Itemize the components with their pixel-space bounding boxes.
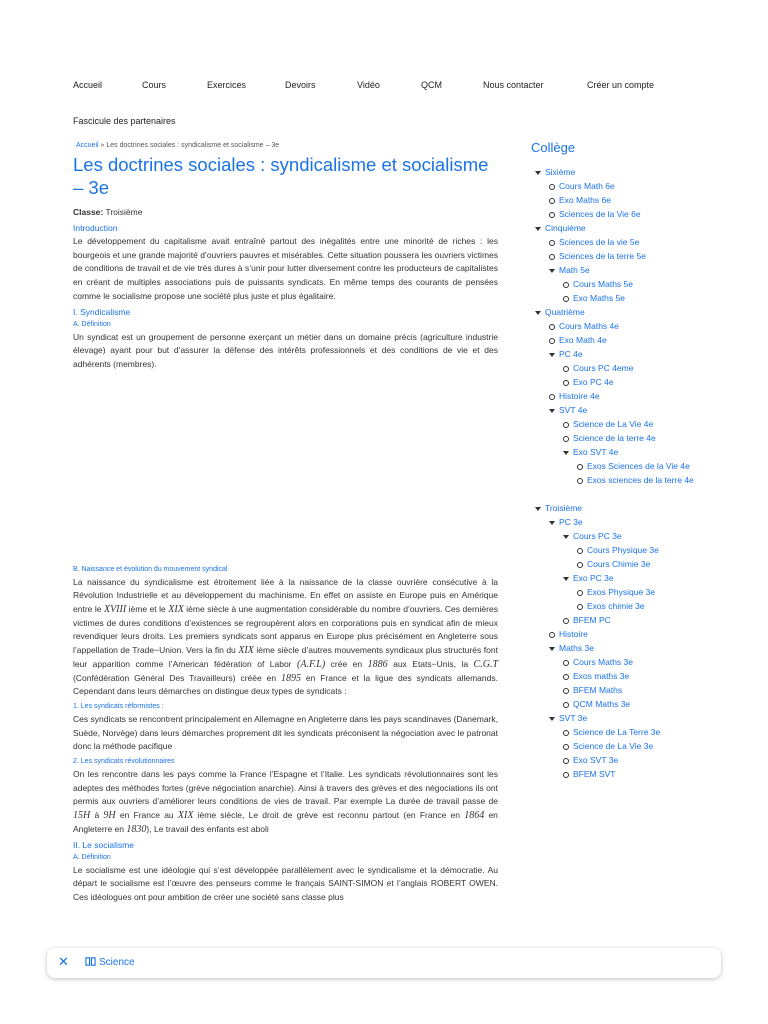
sidebar-item[interactable] bbox=[531, 711, 731, 725]
caret-down-icon[interactable] bbox=[535, 171, 541, 175]
sidebar-item[interactable] bbox=[531, 431, 731, 445]
sidebar-item-label[interactable]: Troisième bbox=[545, 503, 582, 513]
sidebar-item[interactable] bbox=[531, 193, 731, 207]
caret-down-icon[interactable] bbox=[549, 717, 555, 721]
sidebar-item-label[interactable]: Cours Maths 5e bbox=[573, 279, 633, 289]
sidebar bbox=[531, 140, 731, 781]
sidebar-item-label[interactable]: Exos Physique 3e bbox=[587, 587, 656, 597]
breadcrumb bbox=[76, 142, 498, 149]
nav-signup[interactable]: Créer un compte bbox=[587, 80, 655, 90]
page-title: Les doctrines sociales : syndicalisme et socialisme – 3e bbox=[73, 154, 489, 198]
bullet-icon bbox=[549, 184, 555, 190]
sidebar-item-label[interactable]: Exo Math 4e bbox=[559, 335, 607, 345]
nav-exercices[interactable]: Exercices bbox=[207, 80, 247, 90]
caret-down-icon[interactable] bbox=[563, 451, 569, 455]
bullet-icon bbox=[563, 366, 569, 372]
sidebar-item[interactable] bbox=[531, 249, 731, 263]
bullet-icon bbox=[563, 618, 569, 624]
syndicalisme-heading: I. Syndicalisme bbox=[73, 306, 131, 317]
sidebar-title: Collège bbox=[531, 140, 576, 155]
sidebar-item-label[interactable]: PC 4e bbox=[559, 349, 583, 359]
nav-accueil[interactable]: Accueil bbox=[73, 80, 103, 90]
nav-qcm[interactable]: QCM bbox=[421, 80, 442, 90]
bullet-icon bbox=[549, 254, 555, 260]
sidebar-item-label[interactable]: Science de La Terre 3e bbox=[573, 727, 661, 737]
sidebar-item[interactable] bbox=[531, 179, 731, 193]
nav-partners[interactable]: Fascicule des partenaires bbox=[73, 116, 176, 126]
sidebar-item[interactable] bbox=[531, 641, 731, 655]
sidebar-item[interactable] bbox=[531, 221, 731, 235]
nav-contact[interactable]: Nous contacter bbox=[483, 80, 544, 90]
sidebar-item-label[interactable]: Science de la terre 4e bbox=[573, 433, 656, 443]
sidebar-item[interactable] bbox=[531, 515, 731, 529]
sidebar-item-label[interactable]: Science de La Vie 3e bbox=[573, 741, 654, 751]
sidebar-item-label[interactable]: PC 3e bbox=[559, 517, 583, 527]
bullet-icon bbox=[563, 730, 569, 736]
sidebar-item-label[interactable]: Exo Maths 6e bbox=[559, 195, 611, 205]
sidebar-item[interactable] bbox=[531, 529, 731, 543]
bullet-icon bbox=[563, 772, 569, 778]
bullet-icon bbox=[563, 758, 569, 764]
sidebar-item-label[interactable]: BFEM Maths bbox=[573, 685, 623, 695]
nav-cours[interactable]: Cours bbox=[142, 80, 167, 90]
sidebar-item[interactable] bbox=[531, 207, 731, 221]
sidebar-item-label[interactable]: Exos sciences de la terre 4e bbox=[587, 475, 694, 485]
caret-down-icon[interactable] bbox=[549, 269, 555, 273]
sidebar-item[interactable] bbox=[531, 459, 731, 473]
bullet-icon bbox=[549, 338, 555, 344]
sidebar-item[interactable] bbox=[531, 375, 731, 389]
sidebar-item-label[interactable]: Sciences de la Vie 6e bbox=[559, 209, 641, 219]
bullet-icon bbox=[563, 380, 569, 386]
bullet-icon bbox=[563, 422, 569, 428]
bullet-icon bbox=[563, 660, 569, 666]
revolutionnaires-text: On les rencontre dans les pays comme la France l’Espagne et l’Italie. Les syndicats révolutionnaires sont les adeptes des méthodes fortes (grève négociation anarchie). Ainsi à travers des grèves et des négociations ils ont permis aux ouvriers d’améliorer leurs conditions de vies de travail. Par exemple La durée de travail passe de 15H à 9H en France au XIX ième siècle, Le droit de grève est reconnu partout (en France en 1864 en Angleterre en 1830), Le travail des enfants est aboli bbox=[73, 769, 498, 835]
sidebar-item-label[interactable]: Cours PC 4eme bbox=[573, 363, 634, 373]
sidebar-item-label[interactable]: BFEM SVT bbox=[573, 769, 616, 779]
bullet-icon bbox=[563, 296, 569, 302]
sidebar-item-label[interactable]: QCM Maths 3e bbox=[573, 699, 631, 709]
bullet-icon bbox=[577, 478, 583, 484]
nav-video[interactable]: Vidéo bbox=[357, 80, 380, 90]
revolutionnaires-heading: 2. Les syndicats révolutionnaires bbox=[73, 758, 175, 766]
sidebar-item[interactable] bbox=[531, 165, 731, 179]
sidebar-item[interactable] bbox=[531, 739, 731, 753]
caret-down-icon[interactable] bbox=[563, 535, 569, 539]
top-nav bbox=[0, 80, 768, 96]
sidebar-item[interactable] bbox=[531, 613, 731, 627]
sidebar-item[interactable] bbox=[531, 571, 731, 585]
caret-down-icon[interactable] bbox=[549, 521, 555, 525]
science-chip[interactable]: Science bbox=[85, 956, 135, 968]
caret-down-icon[interactable] bbox=[535, 227, 541, 231]
sidebar-item[interactable] bbox=[531, 697, 731, 711]
sidebar-item-label[interactable]: Cours Maths 3e bbox=[573, 657, 633, 667]
bullet-icon bbox=[563, 688, 569, 694]
sidebar-item[interactable] bbox=[531, 557, 731, 571]
intro-heading: Introduction bbox=[73, 223, 118, 233]
sidebar-item-label[interactable]: Cours Maths 4e bbox=[559, 321, 619, 331]
caret-down-icon[interactable] bbox=[549, 647, 555, 651]
sidebar-item[interactable] bbox=[531, 445, 731, 459]
sidebar-item-label[interactable]: Cinquième bbox=[545, 223, 586, 233]
sidebar-item-label[interactable]: Cours Math 6e bbox=[559, 181, 615, 191]
sidebar-item-label[interactable]: Exos chimie 3e bbox=[587, 601, 645, 611]
sidebar-item-label[interactable]: Science de La Vie 4e bbox=[573, 419, 654, 429]
sidebar-item[interactable] bbox=[531, 501, 731, 515]
definition-text: Un syndicat est un groupement de personne exerçant un métier dans un domaine précis (agriculture industrie élevage) ayant pour but d’assurer la défense des intérêts professionnels et des conditions de vie et des adhérents (membres). bbox=[73, 331, 498, 369]
sidebar-item[interactable] bbox=[531, 333, 731, 347]
sidebar-item-label[interactable]: Exo SVT 4e bbox=[573, 447, 619, 457]
definition-heading: A. Définition bbox=[73, 320, 111, 328]
sidebar-item[interactable] bbox=[531, 753, 731, 767]
sidebar-item-label[interactable]: Exos Sciences de la Vie 4e bbox=[587, 461, 690, 471]
sidebar-item[interactable] bbox=[531, 417, 731, 431]
sidebar-item[interactable] bbox=[531, 347, 731, 361]
caret-down-icon[interactable] bbox=[563, 577, 569, 581]
class-info bbox=[73, 207, 498, 217]
sidebar-item[interactable] bbox=[531, 599, 731, 613]
intro-text: Le développement du capitalisme avait entraîné partout des inégalités entre une minorité de riches : les bourgeois et une grande majorité d’ouvriers pauvres et misérables. Cette situation poussera les ouvriers victimes de conditions de travail et de vie très dures à s’unir pour lutter diversement contre les producteurs de capitalistes en créant de multiples associations puis de puissants syndicats. En même temps des courants de pensées comme le socialisme propose une société plus juste et plus égalitaire. bbox=[73, 236, 498, 301]
sidebar-item-label[interactable]: Cours PC 3e bbox=[573, 531, 622, 541]
sidebar-item-label[interactable]: Histoire 4e bbox=[559, 391, 600, 401]
sidebar-item-label[interactable]: Maths 3e bbox=[559, 643, 594, 653]
sidebar-item[interactable] bbox=[531, 319, 731, 333]
reformistes-text: Ces syndicats se rencontrent principalement en Allemagne en Angleterre dans les pays scandinaves (Danemark, Suède, Norvège) dans leurs démarches proprement dit les syndicats préconisent la négociation avec le patronat donc la méthode pacifique bbox=[73, 713, 498, 752]
bottom-bar bbox=[47, 948, 721, 978]
bullet-icon bbox=[549, 212, 555, 218]
sidebar-item[interactable] bbox=[531, 403, 731, 417]
naissance-heading: B. Naissance et évolution du mouvement syndical bbox=[73, 565, 228, 573]
sidebar-item-label[interactable]: Exo PC 3e bbox=[573, 573, 614, 583]
breadcrumb-home[interactable]: Accueil bbox=[76, 142, 99, 149]
breadcrumb-current: » Les doctrines sociales : syndicalisme et socialisme – 3e bbox=[100, 142, 280, 149]
bullet-icon bbox=[577, 562, 583, 568]
sidebar-item-label[interactable]: Exo SVT 3e bbox=[573, 755, 619, 765]
sidebar-item-label[interactable]: Exo Maths 5e bbox=[573, 293, 625, 303]
sidebar-item[interactable] bbox=[531, 627, 731, 641]
bullet-icon bbox=[563, 744, 569, 750]
sidebar-item-label[interactable]: BFEM PC bbox=[573, 615, 611, 625]
sidebar-item[interactable] bbox=[531, 291, 731, 305]
socialisme-definition-text: Le socialisme est une idéologie qui s’est développée parallèlement avec le syndicalisme et la démocratie. Au départ le socialisme est l’œuvre des penseurs comme le français SAINT-SIMON et l’anglais ROBERT OWEN. Ces idéologues ont pour ambition de créer une société sans classe plus bbox=[73, 864, 498, 902]
bullet-icon bbox=[577, 590, 583, 596]
bullet-icon bbox=[563, 436, 569, 442]
bullet-icon bbox=[549, 324, 555, 330]
sidebar-item-label[interactable]: Cours Chimie 3e bbox=[587, 559, 651, 569]
socialisme-heading: II. Le socialisme bbox=[73, 839, 134, 850]
close-icon[interactable]: ✕ bbox=[58, 954, 69, 969]
sidebar-item[interactable] bbox=[531, 361, 731, 375]
sidebar-item[interactable] bbox=[531, 683, 731, 697]
bullet-icon bbox=[549, 632, 555, 638]
article bbox=[73, 142, 498, 905]
class-value: Troisième bbox=[105, 207, 143, 217]
sidebar-item[interactable] bbox=[531, 263, 731, 277]
sidebar-item-label[interactable]: Histoire bbox=[559, 629, 588, 639]
bullet-icon bbox=[577, 604, 583, 610]
nav-devoirs[interactable]: Devoirs bbox=[285, 80, 316, 90]
bullet-icon bbox=[549, 240, 555, 246]
bullet-icon bbox=[549, 198, 555, 204]
socialisme-definition-heading: A. Définition bbox=[73, 853, 111, 861]
bullet-icon bbox=[563, 674, 569, 680]
sidebar-item[interactable] bbox=[531, 725, 731, 739]
bullet-icon bbox=[549, 394, 555, 400]
sidebar-item[interactable] bbox=[531, 655, 731, 669]
bullet-icon bbox=[577, 464, 583, 470]
ad-space bbox=[73, 372, 498, 562]
caret-down-icon[interactable] bbox=[549, 353, 555, 357]
sidebar-item[interactable] bbox=[531, 543, 731, 557]
sidebar-item[interactable] bbox=[531, 235, 731, 249]
sidebar-item-label[interactable]: Cours Physique 3e bbox=[587, 545, 659, 555]
class-label: Classe: bbox=[73, 207, 104, 217]
sidebar-item[interactable] bbox=[531, 585, 731, 599]
sidebar-item[interactable] bbox=[531, 473, 731, 501]
sidebar-item-label[interactable]: Exo PC 4e bbox=[573, 377, 614, 387]
sidebar-item-label[interactable]: SVT 4e bbox=[559, 405, 588, 415]
sidebar-item[interactable] bbox=[531, 389, 731, 403]
sidebar-item-label[interactable]: Sciences de la vie 5e bbox=[559, 237, 640, 247]
sidebar-item-label[interactable]: Sciences de la terre 5e bbox=[559, 251, 646, 261]
bullet-icon bbox=[577, 548, 583, 554]
sidebar-item-label[interactable]: Sixième bbox=[545, 167, 576, 177]
sidebar-tree bbox=[531, 165, 731, 781]
caret-down-icon[interactable] bbox=[535, 311, 541, 315]
book-icon bbox=[85, 956, 96, 967]
caret-down-icon[interactable] bbox=[535, 507, 541, 511]
sidebar-item-label[interactable]: Math 5e bbox=[559, 265, 590, 275]
sidebar-item-label[interactable]: Exos maths 3e bbox=[573, 671, 630, 681]
sidebar-item[interactable] bbox=[531, 669, 731, 683]
sidebar-item-label[interactable]: Quatrième bbox=[545, 307, 585, 317]
sidebar-item[interactable] bbox=[531, 277, 731, 291]
bullet-icon bbox=[563, 282, 569, 288]
caret-down-icon[interactable] bbox=[549, 409, 555, 413]
sidebar-item[interactable] bbox=[531, 305, 731, 319]
reformistes-heading: 1. Les syndicats réformistes : bbox=[73, 702, 164, 710]
bullet-icon bbox=[563, 702, 569, 708]
sidebar-item-label[interactable]: SVT 3e bbox=[559, 713, 588, 723]
naissance-text: La naissance du syndicalisme est étroitement liée à la naissance de la classe ouvrière consécutive à la Révolution Industrielle et au développement du machinisme. En effet on assiste en Europe puis en Amérique entre le XVIII ième et le XIX ième siècle à une augmentation considérable du nombre d’ouvriers. Ces dernières victimes de dures conditions d’existences se regroupèrent alors en corporations puis en syndicat afin de mieux revendiquer leurs droits. Les premiers syndicats sont apparus en Europe plus précisément en Angleterre sous l’appellation de Trade−Union. Vers la fin du XIX ième siècle d’autres mouvements syndicaux plus structurés font leur apparition comme l’American fédération of Labor (A.F.L) crée en 1886 aux Etats−Unis, la C.G.T (Confédération Général Des Travailleurs) créée en 1895 en France et la ligue des syndicats allemands. Cependant dans leurs démarches on distingue deux types de syndicats : bbox=[73, 576, 498, 697]
sidebar-item[interactable] bbox=[531, 767, 731, 781]
